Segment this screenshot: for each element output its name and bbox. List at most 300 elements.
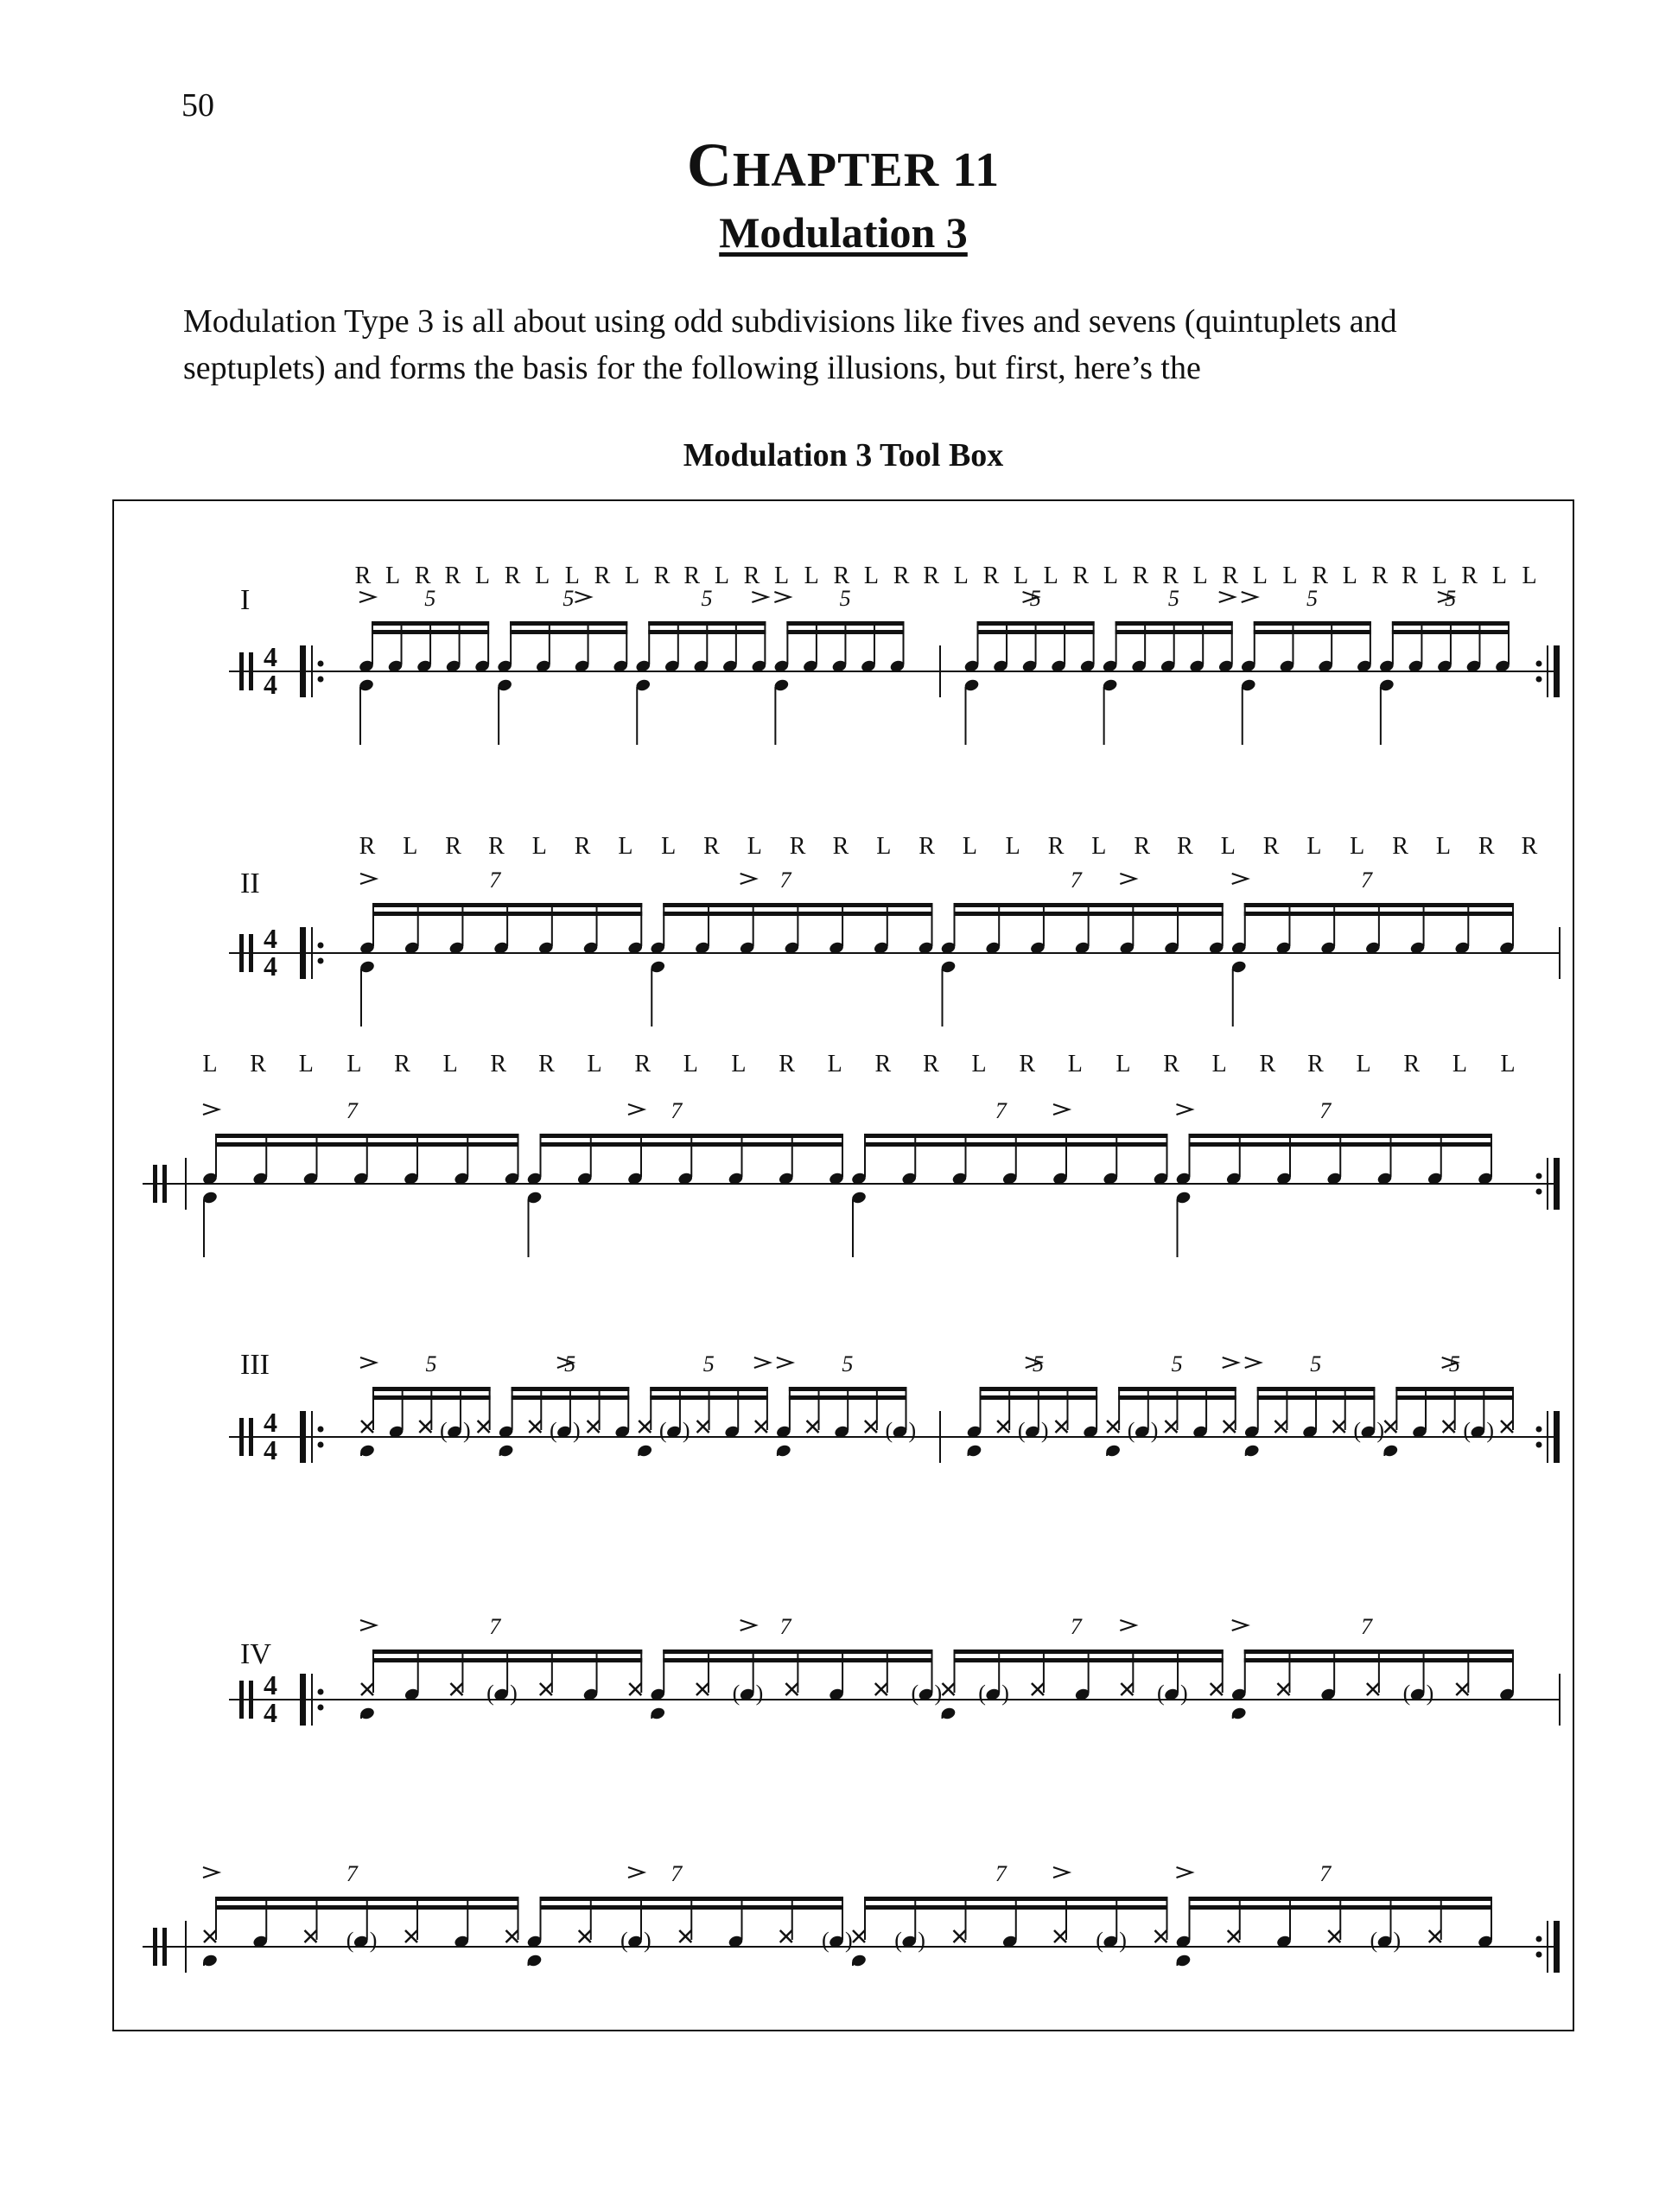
ghost-paren: (: [1370, 1928, 1378, 1953]
sticking-letter: R: [1392, 833, 1408, 860]
sticking-letter: R: [359, 833, 376, 860]
beam: [372, 630, 489, 634]
hihat-note: [943, 1683, 955, 1695]
repeat-dot: [1536, 1173, 1542, 1179]
sticking-letter: R: [445, 833, 461, 860]
repeat-dot: [318, 943, 324, 949]
sticking-letter: R: [1222, 563, 1239, 589]
tuplet-number: 7: [346, 1098, 358, 1123]
sticking-letter: R: [1072, 563, 1090, 589]
beam: [1395, 1395, 1514, 1400]
beam: [540, 1134, 844, 1138]
sticking-letter: R: [779, 1051, 795, 1077]
tuplet-number: 7: [1319, 1098, 1332, 1123]
ghost-paren: ): [1040, 1418, 1049, 1443]
sticking-letter: L: [618, 833, 633, 860]
beam: [864, 1134, 1168, 1138]
tuplet-number: 5: [1448, 1351, 1460, 1376]
percussion-clef: [162, 1928, 167, 1966]
sticking-letter: L: [876, 833, 892, 860]
tuplet-number: 5: [842, 1351, 854, 1376]
beam: [789, 1387, 907, 1391]
sticking-letter: R: [1132, 563, 1149, 589]
hihat-note: [1054, 1930, 1066, 1942]
sticking-letter: L: [1192, 563, 1208, 589]
beam: [1244, 912, 1514, 916]
beam: [864, 1142, 1168, 1147]
ghost-paren: (: [346, 1928, 354, 1953]
hihat-note: [1211, 1683, 1223, 1695]
ghost-paren: (: [549, 1418, 557, 1443]
sticking-letter: L: [827, 1051, 842, 1077]
repeat-end-thick: [1554, 1158, 1560, 1210]
hihat-note: [361, 1683, 373, 1695]
sticking-letter: L: [442, 1051, 458, 1077]
sticking-letter: L: [298, 1051, 314, 1077]
beam: [650, 1395, 768, 1400]
hihat-note: [755, 1421, 767, 1433]
sticking-letter: R: [703, 833, 720, 860]
accent-mark: [774, 592, 790, 602]
accent-mark: [1053, 1867, 1069, 1878]
beam: [1392, 621, 1510, 626]
sticking-letter: R: [414, 563, 431, 589]
sticking-letter: L: [971, 1051, 987, 1077]
hihat-note: [405, 1930, 417, 1942]
tuplet-number: 7: [779, 1614, 791, 1639]
sticking-letter: L: [1252, 563, 1268, 589]
ghost-paren: ): [918, 1928, 925, 1953]
time-signature-top: 4: [264, 923, 277, 954]
hihat-note: [1055, 1421, 1067, 1433]
hihat-note: [529, 1421, 541, 1433]
tuplet-number: 7: [1360, 1614, 1372, 1639]
ghost-paren: ): [934, 1681, 943, 1706]
beam: [648, 630, 766, 634]
sticking-letter: L: [1103, 563, 1118, 589]
beam: [215, 1905, 519, 1910]
sticking-letter: R: [1461, 563, 1478, 589]
hihat-note: [1165, 1421, 1177, 1433]
hihat-note: [1456, 1683, 1468, 1695]
repeat-dot: [318, 1427, 324, 1433]
beam: [1189, 1134, 1493, 1138]
sticking-letter: L: [1350, 833, 1365, 860]
percussion-clef: [249, 1681, 253, 1719]
sticking-letter: R: [1403, 1051, 1421, 1077]
accent-mark: [1245, 1357, 1261, 1368]
sticking-letter: L: [385, 563, 401, 589]
sticking-letter: R: [832, 833, 849, 860]
hihat-note: [780, 1930, 792, 1942]
repeat-start-thick: [300, 1674, 306, 1726]
hihat-note: [1032, 1683, 1044, 1695]
accent-mark: [1232, 1620, 1248, 1630]
hihat-note: [1328, 1930, 1340, 1942]
hihat-note: [875, 1683, 887, 1695]
hihat-note: [865, 1421, 877, 1433]
tuplet-number: 7: [1070, 868, 1082, 893]
sticking-letter: R: [833, 563, 850, 589]
sticking-letter: L: [1067, 1051, 1083, 1077]
percussion-clef: [249, 934, 253, 972]
tuplet-number: 7: [1070, 1614, 1082, 1639]
sticking-letter: L: [1342, 563, 1357, 589]
sticking-letter: R: [1134, 833, 1151, 860]
chapter-subtitle: Modulation 3: [719, 208, 968, 257]
sticking-letter: L: [731, 1051, 747, 1077]
sticking-letter: L: [661, 833, 677, 860]
hihat-note: [954, 1930, 966, 1942]
beam: [1118, 1395, 1236, 1400]
tuplet-number: 5: [1029, 586, 1041, 611]
sticking-letter: L: [747, 833, 762, 860]
tuplet-number: 7: [671, 1861, 683, 1886]
sticking-letter: L: [346, 1051, 362, 1077]
sticking-letter: R: [594, 563, 611, 589]
sticking-letter: R: [893, 563, 910, 589]
beam: [663, 1649, 932, 1654]
beam: [1244, 1649, 1514, 1654]
sticking-letter: L: [1043, 563, 1058, 589]
repeat-dot: [1536, 1952, 1542, 1958]
sticking-letter: R: [743, 563, 760, 589]
ghost-paren: ): [1393, 1928, 1402, 1953]
ghost-paren: ): [510, 1681, 518, 1706]
page-number: 50: [181, 87, 214, 124]
hihat-note: [588, 1421, 600, 1433]
percussion-clef: [249, 1418, 253, 1456]
sticking-letter: R: [1162, 563, 1179, 589]
beam: [372, 1395, 491, 1400]
ghost-paren: (: [1353, 1418, 1362, 1443]
percussion-clef: [239, 934, 244, 972]
beam: [372, 1658, 642, 1662]
exercise-label-III: III: [240, 1349, 270, 1381]
sticking-letter: R: [653, 563, 671, 589]
time-signature-top: 4: [264, 1669, 277, 1700]
sticking-letter: L: [1220, 833, 1236, 860]
ghost-paren: (: [439, 1418, 448, 1443]
hihat-note: [1429, 1930, 1441, 1942]
repeat-end-thick: [1554, 1921, 1560, 1973]
percussion-clef: [153, 1928, 157, 1966]
chapter-title-lead: C: [686, 130, 733, 200]
ghost-paren: (: [620, 1928, 628, 1953]
beam: [977, 630, 1095, 634]
beam: [1257, 1387, 1376, 1391]
repeat-dot: [318, 1705, 324, 1711]
sticking-letter: R: [634, 1051, 652, 1077]
time-signature-bottom: 4: [264, 950, 277, 982]
accent-mark: [1219, 592, 1235, 602]
beam: [1116, 630, 1233, 634]
beam: [1116, 621, 1233, 626]
sticking-letter: R: [1259, 1051, 1276, 1077]
sticking-letter: R: [1521, 833, 1538, 860]
sticking-letter: R: [488, 833, 505, 860]
ghost-paren: (: [1463, 1418, 1471, 1443]
repeat-dot: [318, 1689, 324, 1695]
accent-mark: [1177, 1867, 1192, 1878]
sticking-letter: L: [714, 563, 729, 589]
tuplet-number: 5: [563, 586, 575, 611]
sticking-letter: L: [535, 563, 550, 589]
beam: [977, 621, 1095, 626]
sticking-letter: L: [1435, 833, 1451, 860]
accent-mark: [1120, 874, 1135, 884]
beam: [372, 1387, 491, 1391]
sticking-letter: L: [1306, 833, 1322, 860]
accent-mark: [1177, 1104, 1192, 1115]
toolbox-title: Modulation 3 Tool Box: [683, 437, 1004, 474]
intro-paragraph: Modulation Type 3 is all about using odd subdivisions like fives and sevens (quintuplets and septuplets) and forms the basis for the following illusions, but first, here’s the: [183, 303, 1397, 386]
beam: [372, 621, 489, 626]
sticking-letter: R: [444, 563, 461, 589]
beam: [663, 903, 932, 907]
ghost-paren: ): [755, 1681, 764, 1706]
tuplet-number: 7: [995, 1098, 1007, 1123]
tuplet-number: 7: [346, 1861, 358, 1886]
sticking-letter: R: [982, 563, 1000, 589]
beam: [786, 621, 904, 626]
accent-mark: [1232, 874, 1248, 884]
sticking-letter: L: [1091, 833, 1107, 860]
ghost-paren: (: [978, 1681, 986, 1706]
ghost-paren: ): [1119, 1928, 1127, 1953]
accent-mark: [360, 874, 376, 884]
sticking-letter: L: [1282, 563, 1298, 589]
sticking-letter: L: [1522, 563, 1537, 589]
time-signature-top: 4: [264, 641, 277, 672]
sticking-letter: R: [1478, 833, 1495, 860]
ghost-paren: ): [369, 1928, 378, 1953]
tuplet-number: 7: [1319, 1861, 1332, 1886]
accent-mark: [752, 592, 767, 602]
ghost-paren: (: [885, 1418, 893, 1443]
repeat-dot: [318, 1442, 324, 1448]
beam: [650, 1387, 768, 1391]
time-signature-bottom: 4: [264, 1697, 277, 1728]
ghost-paren: ): [908, 1418, 917, 1443]
tuplet-number: 5: [425, 1351, 437, 1376]
ghost-paren: ): [1001, 1681, 1009, 1706]
repeat-dot: [318, 677, 324, 683]
sticking-letter: L: [587, 1051, 602, 1077]
hihat-note: [450, 1683, 462, 1695]
beam: [510, 621, 627, 626]
sticking-letter: L: [1116, 1051, 1131, 1077]
percussion-clef: [153, 1165, 157, 1203]
percussion-clef: [239, 1418, 244, 1456]
ghost-paren: (: [1017, 1418, 1026, 1443]
ghost-paren: (: [658, 1418, 667, 1443]
sticking-letter: R: [683, 563, 701, 589]
beam: [786, 630, 904, 634]
sticking-letter: L: [1013, 563, 1029, 589]
accent-mark: [741, 1620, 756, 1630]
beam: [1189, 1897, 1493, 1901]
sticking-letter: R: [923, 563, 940, 589]
sticking-letter: R: [1402, 563, 1418, 589]
accent-mark: [1120, 1620, 1135, 1630]
accent-mark: [575, 592, 591, 602]
tuplet-number: 5: [1310, 1351, 1322, 1376]
hihat-note: [696, 1683, 709, 1695]
percussion-clef: [162, 1165, 167, 1203]
hihat-note: [1107, 1421, 1119, 1433]
hihat-note: [361, 1421, 373, 1433]
sticking-letter: R: [1307, 1051, 1324, 1077]
hihat-note: [1333, 1421, 1345, 1433]
ghost-paren: (: [911, 1681, 919, 1706]
ghost-paren: ): [1376, 1418, 1385, 1443]
tuplet-number: 5: [1032, 1351, 1044, 1376]
hihat-note: [1443, 1421, 1455, 1433]
hihat-note: [1274, 1421, 1287, 1433]
sticking-letter: L: [564, 563, 580, 589]
tuplet-number: 7: [489, 868, 501, 893]
sticking-letter: L: [1211, 1051, 1227, 1077]
sticking-letter: L: [804, 563, 819, 589]
exercise-label-I: I: [240, 584, 251, 616]
sticking-letter: L: [1452, 1051, 1467, 1077]
accent-mark: [1223, 1357, 1238, 1368]
beam: [540, 1142, 844, 1147]
sticking-letter: L: [1491, 563, 1507, 589]
beam: [1244, 1658, 1514, 1662]
ghost-paren: (: [822, 1928, 830, 1953]
sticking-letter: L: [624, 563, 640, 589]
beam: [372, 1649, 642, 1654]
beam: [1254, 630, 1371, 634]
ghost-paren: (: [732, 1681, 741, 1706]
sticking-letter: R: [1371, 563, 1389, 589]
chapter-title-rest: HAPTER 11: [732, 143, 1001, 197]
tuplet-number: 7: [671, 1098, 683, 1123]
accent-mark: [628, 1867, 644, 1878]
beam: [1257, 1395, 1376, 1400]
beam: [1189, 1142, 1493, 1147]
ghost-paren: (: [486, 1681, 494, 1706]
tuplet-number: 5: [701, 586, 713, 611]
beam: [648, 621, 766, 626]
beam: [512, 1395, 630, 1400]
sticking-letter: L: [1432, 563, 1447, 589]
hihat-note: [204, 1930, 216, 1942]
repeat-end-thick: [1554, 645, 1560, 697]
time-signature-top: 4: [264, 1407, 277, 1438]
ghost-paren: ): [1486, 1418, 1495, 1443]
beam: [1392, 630, 1510, 634]
tuplet-number: 5: [424, 586, 436, 611]
tuplet-number: 5: [1167, 586, 1179, 611]
beam: [540, 1905, 844, 1910]
ghost-paren: ): [682, 1418, 690, 1443]
hihat-note: [1501, 1421, 1513, 1433]
accent-mark: [1242, 592, 1257, 602]
beam: [1254, 621, 1371, 626]
sticking-letter: L: [774, 563, 790, 589]
sticking-letter: L: [683, 1051, 698, 1077]
repeat-start-thick: [300, 645, 306, 697]
beam: [980, 1395, 1098, 1400]
tuplet-number: 5: [564, 1351, 576, 1376]
sticking-letter: L: [403, 833, 418, 860]
percussion-clef: [239, 652, 244, 690]
sticking-letter: R: [250, 1051, 266, 1077]
beam: [372, 912, 642, 916]
beam: [540, 1897, 844, 1901]
beam: [954, 1658, 1224, 1662]
sticking-letter: L: [1005, 833, 1020, 860]
accent-mark: [359, 592, 375, 602]
tuplet-number: 5: [702, 1351, 715, 1376]
sticking-letter: R: [1312, 563, 1329, 589]
repeat-start-thick: [300, 1411, 306, 1463]
beam: [663, 912, 932, 916]
ghost-paren: (: [1402, 1681, 1411, 1706]
ghost-paren: (: [1096, 1928, 1103, 1953]
beam: [215, 1897, 519, 1901]
sticking-letter: L: [953, 563, 969, 589]
beam: [980, 1387, 1098, 1391]
tuplet-number: 5: [1171, 1351, 1183, 1376]
ghost-paren: ): [462, 1418, 471, 1443]
accent-mark: [741, 874, 756, 884]
ghost-paren: (: [1127, 1418, 1135, 1443]
repeat-dot: [318, 958, 324, 964]
time-signature-bottom: 4: [264, 1434, 277, 1465]
hihat-note: [1384, 1421, 1396, 1433]
accent-mark: [628, 1104, 644, 1115]
exercise-label-II: II: [240, 868, 260, 899]
repeat-end-thick: [1554, 1411, 1560, 1463]
accent-mark: [754, 1357, 770, 1368]
repeat-dot: [1536, 677, 1542, 683]
beam: [954, 903, 1224, 907]
accent-mark: [360, 1357, 376, 1368]
sticking-letter: R: [574, 833, 591, 860]
tuplet-number: 5: [1445, 586, 1457, 611]
ghost-paren: ): [1426, 1681, 1434, 1706]
accent-mark: [203, 1104, 219, 1115]
hihat-note: [629, 1683, 641, 1695]
beam: [512, 1387, 630, 1391]
accent-mark: [360, 1620, 376, 1630]
beam: [864, 1905, 1168, 1910]
exercise-label-IV: IV: [240, 1638, 271, 1670]
sticking-letter: R: [490, 1051, 507, 1077]
beam: [510, 630, 627, 634]
sticking-letter: R: [1262, 833, 1280, 860]
hihat-note: [853, 1930, 865, 1942]
hihat-note: [639, 1421, 651, 1433]
sticking-letter: R: [923, 1051, 939, 1077]
sticking-letter: L: [863, 563, 880, 589]
beam: [1189, 1905, 1493, 1910]
ghost-paren: ): [644, 1928, 652, 1953]
beam: [1118, 1387, 1236, 1391]
sticking-letter: R: [394, 1051, 410, 1077]
time-signature-bottom: 4: [264, 669, 277, 700]
hihat-note: [807, 1421, 819, 1433]
sticking-letter: R: [918, 833, 935, 860]
ghost-paren: (: [1157, 1681, 1165, 1706]
ghost-paren: ): [1180, 1681, 1188, 1706]
hihat-note: [1228, 1930, 1240, 1942]
ghost-paren: ): [845, 1928, 853, 1953]
